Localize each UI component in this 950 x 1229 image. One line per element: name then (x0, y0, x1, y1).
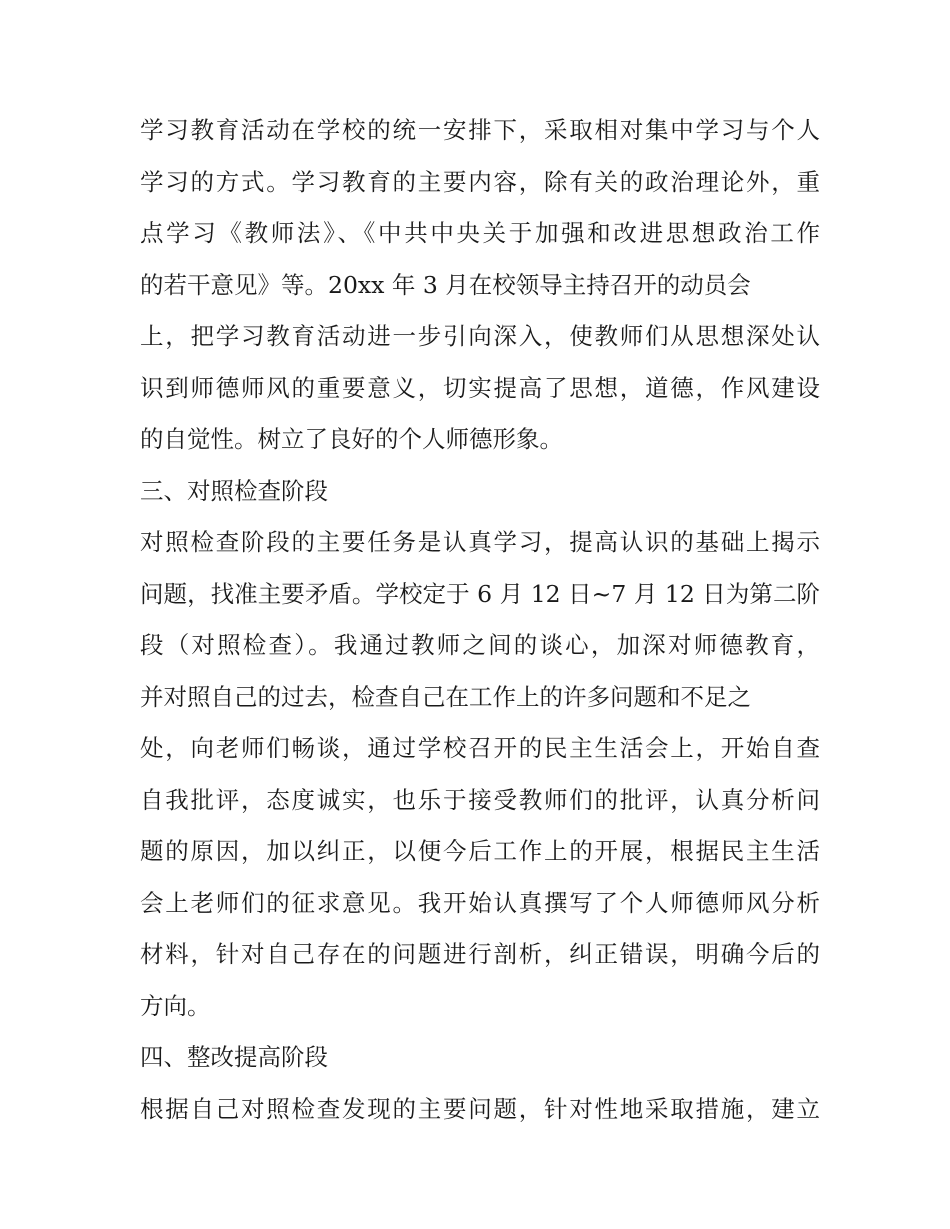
paragraph-line: 学习的方式。学习教育的主要内容，除有关的政治理论外，重 (140, 167, 820, 196)
paragraph-line: 自我批评，态度诚实，也乐于接受教师们的批评，认真分析问 (140, 785, 820, 814)
paragraph-line: 的若干意见》等。20xx 年 3 月在校领导主持召开的动员会 (140, 270, 751, 299)
document-body (140, 105, 820, 1135)
paragraph-line: 题的原因，加以纠正，以便今后工作上的开展，根据民主生活 (140, 837, 820, 865)
paragraph-line: 段（对照检查）。我通过教师之间的谈心，加深对师德教育， (140, 631, 820, 659)
paragraph-line: 会上老师们的征求意见。我开始认真撰写了个人师德师风分析 (140, 888, 820, 917)
section-heading: 三、对照检查阶段 (140, 476, 328, 505)
paragraph-line: 点学习《教师法》、《中共中央关于加强和改进思想政治工作 (140, 219, 820, 247)
paragraph-line: 问题，找准主要矛盾。学校定于 6 月 12 日~7 月 12 日为第二阶 (140, 579, 820, 608)
paragraph-line: 学习教育活动在学校的统一安排下，采取相对集中学习与个人 (140, 116, 820, 144)
paragraph-line: 对照检查阶段的主要任务是认真学习，提高认识的基础上揭示 (140, 528, 820, 556)
paragraph-line: 根据自己对照检查发现的主要问题，针对性地采取措施，建立 (140, 1094, 820, 1123)
paragraph-line: 并对照自己的过去，检查自己在工作上的许多问题和不足之 (140, 682, 751, 711)
section-heading: 四、整改提高阶段 (140, 1043, 328, 1071)
paragraph-line: 识到师德师风的重要意义，切实提高了思想，道德，作风建设 (140, 373, 820, 402)
paragraph-line: 的自觉性。树立了良好的个人师德形象。 (140, 425, 563, 453)
paragraph-line: 上，把学习教育活动进一步引向深入，使教师们从思想深处认 (140, 322, 820, 350)
paragraph-line: 方向。 (140, 991, 211, 1020)
paragraph-line: 处，向老师们畅谈，通过学校召开的民主生活会上，开始自查 (140, 734, 820, 762)
paragraph-line: 材料，针对自己存在的问题进行剖析，纠正错误，明确今后的 (140, 940, 820, 968)
